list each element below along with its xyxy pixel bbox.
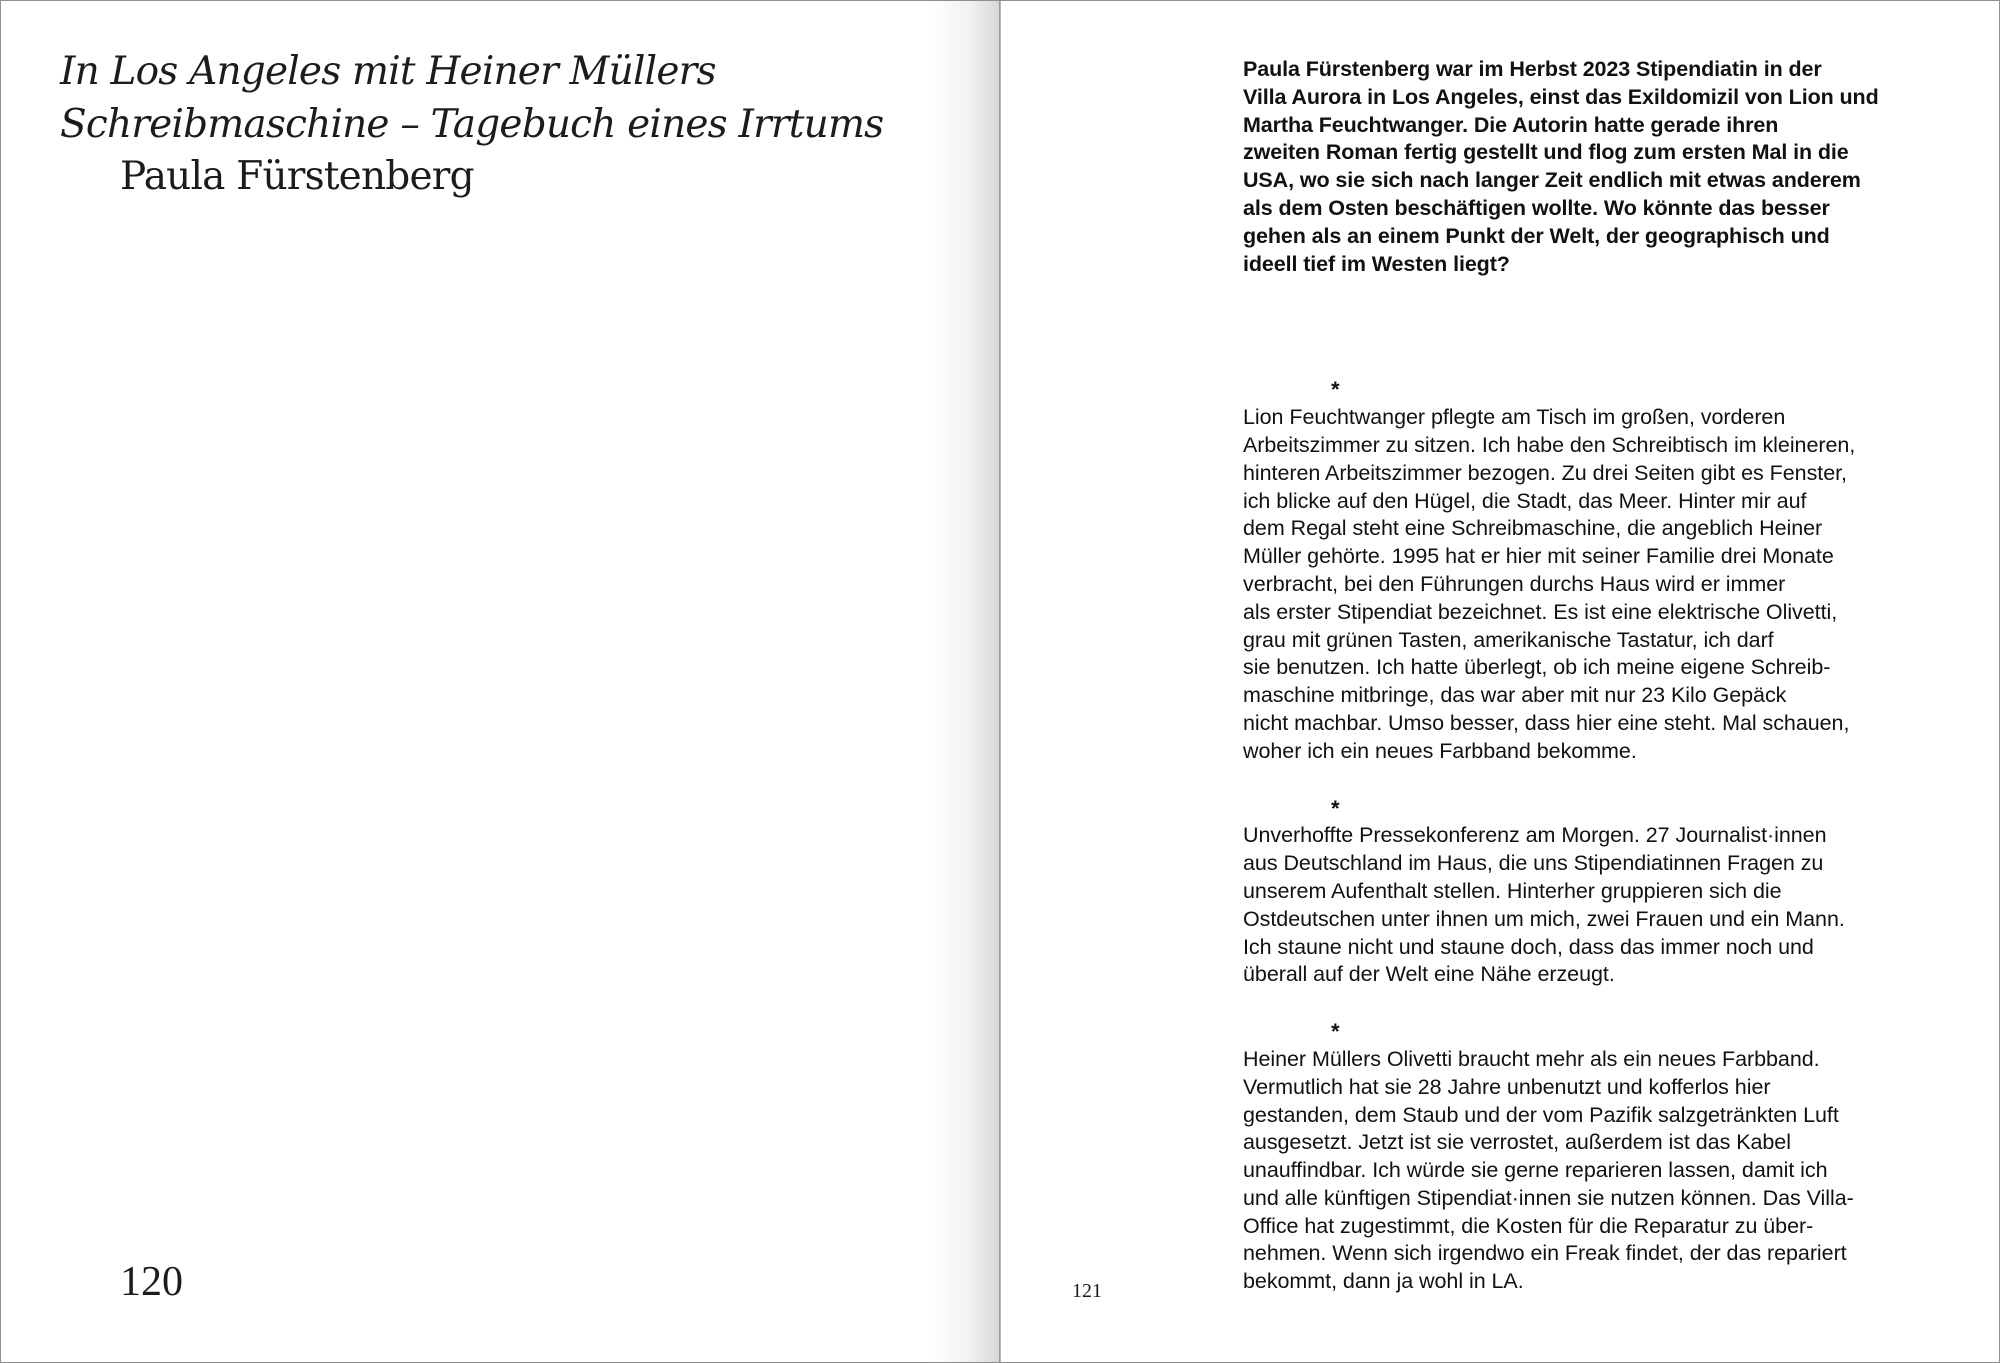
text-line: nicht machbar. Umso besser, dass hier eine steht. Mal schauen, (1243, 710, 1850, 735)
text-line: nehmen. Wenn sich irgendwo ein Freak findet, der das repariert (1243, 1241, 1847, 1266)
text-line: Ich staune nicht und staune doch, dass das immer noch und (1243, 934, 1814, 959)
text-line: zweiten Roman fertig gestellt und flog zum ersten Mal in die (1243, 140, 1849, 165)
right-page (1000, 0, 2000, 1363)
text-line: maschine mitbringe, das war aber mit nur 23 Kilo Gepäck (1243, 683, 1787, 708)
intro-paragraph (1243, 56, 1963, 278)
text-line: dem Regal steht eine Schreibmaschine, die angeblich Heiner (1243, 516, 1823, 541)
text-line: Paula Fürstenberg war im Herbst 2023 Stipendiatin in der (1243, 57, 1822, 81)
text-line: Müller gehörte. 1995 hat er hier mit seiner Familie drei Monate (1243, 544, 1834, 569)
diary-entry-3 (1243, 1046, 1963, 1296)
text-line: Villa Aurora in Los Angeles, einst das Exildomizil von Lion und (1243, 84, 1879, 109)
title-line: Schreibmaschine – Tagebuch eines Irrtums (60, 102, 884, 147)
text-line: Unverhoffte Pressekonferenz am Morgen. 27 Journalist·innen (1243, 823, 1827, 848)
page-number-left: 120 (120, 1259, 183, 1305)
text-line: als dem Osten beschäftigen wollte. Wo könnte das besser (1243, 195, 1830, 220)
text-line: Office hat zugestimmt, die Kosten für die Reparatur zu über- (1243, 1213, 1814, 1238)
text-line: ideell tief im Westen liegt? (1243, 251, 1510, 276)
article-title (60, 45, 940, 151)
text-line: USA, wo sie sich nach langer Zeit endlich mit etwas anderem (1243, 168, 1861, 193)
text-line: Lion Feuchtwanger pflegte am Tisch im großen, vorderen (1243, 405, 1786, 430)
text-line: gehen als an einem Punkt der Welt, der geographisch und (1243, 223, 1830, 248)
text-line: woher ich ein neues Farbband bekomme. (1243, 738, 1637, 763)
page-number-right: 121 (1072, 1280, 1102, 1302)
diary-entry-1 (1243, 404, 1963, 765)
author-name: Paula Fürstenberg (120, 154, 474, 199)
section-separator: * (1331, 1019, 1340, 1045)
text-line: verbracht, bei den Führungen durchs Haus wird er immer (1243, 571, 1786, 596)
text-line: Ostdeutschen unter ihnen um mich, zwei Frauen und ein Mann. (1243, 906, 1845, 931)
section-separator: * (1331, 795, 1340, 821)
gutter-shadow-left (930, 0, 1000, 1363)
text-line: überall auf der Welt eine Nähe erzeugt. (1243, 962, 1615, 987)
text-line: ausgesetzt. Jetzt ist sie verrostet, außerdem ist das Kabel (1243, 1130, 1791, 1155)
text-line: und alle künftigen Stipendiat·innen sie nutzen können. Das Villa- (1243, 1185, 1854, 1210)
title-line: In Los Angeles mit Heiner Müllers (60, 49, 716, 94)
text-line: Arbeitszimmer zu sitzen. Ich habe den Schreibtisch im kleineren, (1243, 432, 1856, 457)
text-line: Heiner Müllers Olivetti braucht mehr als ein neues Farbband. (1243, 1046, 1820, 1071)
text-line: bekommt, dann ja wohl in LA. (1243, 1269, 1524, 1294)
text-line: gestanden, dem Staub und der vom Pazifik salzgetränkten Luft (1243, 1102, 1839, 1127)
text-line: sie benutzen. Ich hatte überlegt, ob ich meine eigene Schreib- (1243, 655, 1831, 680)
text-line: grau mit grünen Tasten, amerikanische Tastatur, ich darf (1243, 627, 1774, 652)
text-line: ich blicke auf den Hügel, die Stadt, das Meer. Hinter mir auf (1243, 488, 1807, 513)
text-line: Vermutlich hat sie 28 Jahre unbenutzt und kofferlos hier (1243, 1074, 1771, 1099)
text-line: hinteren Arbeitszimmer bezogen. Zu drei Seiten gibt es Fenster, (1243, 460, 1847, 485)
text-line: Martha Feuchtwanger. Die Autorin hatte gerade ihren (1243, 112, 1779, 137)
text-line: unauffindbar. Ich würde sie gerne reparieren lassen, damit ich (1243, 1158, 1828, 1183)
text-line: unserem Aufenthalt stellen. Hinterher gruppieren sich die (1243, 878, 1782, 903)
text-line: aus Deutschland im Haus, die uns Stipendiatinnen Fragen zu (1243, 851, 1824, 876)
diary-entry-2 (1243, 822, 1963, 989)
body-column (1243, 56, 1963, 1296)
section-separator: * (1331, 377, 1340, 403)
book-gutter (999, 0, 1001, 1363)
text-line: als erster Stipendiat bezeichnet. Es ist eine elektrische Olivetti, (1243, 599, 1838, 624)
